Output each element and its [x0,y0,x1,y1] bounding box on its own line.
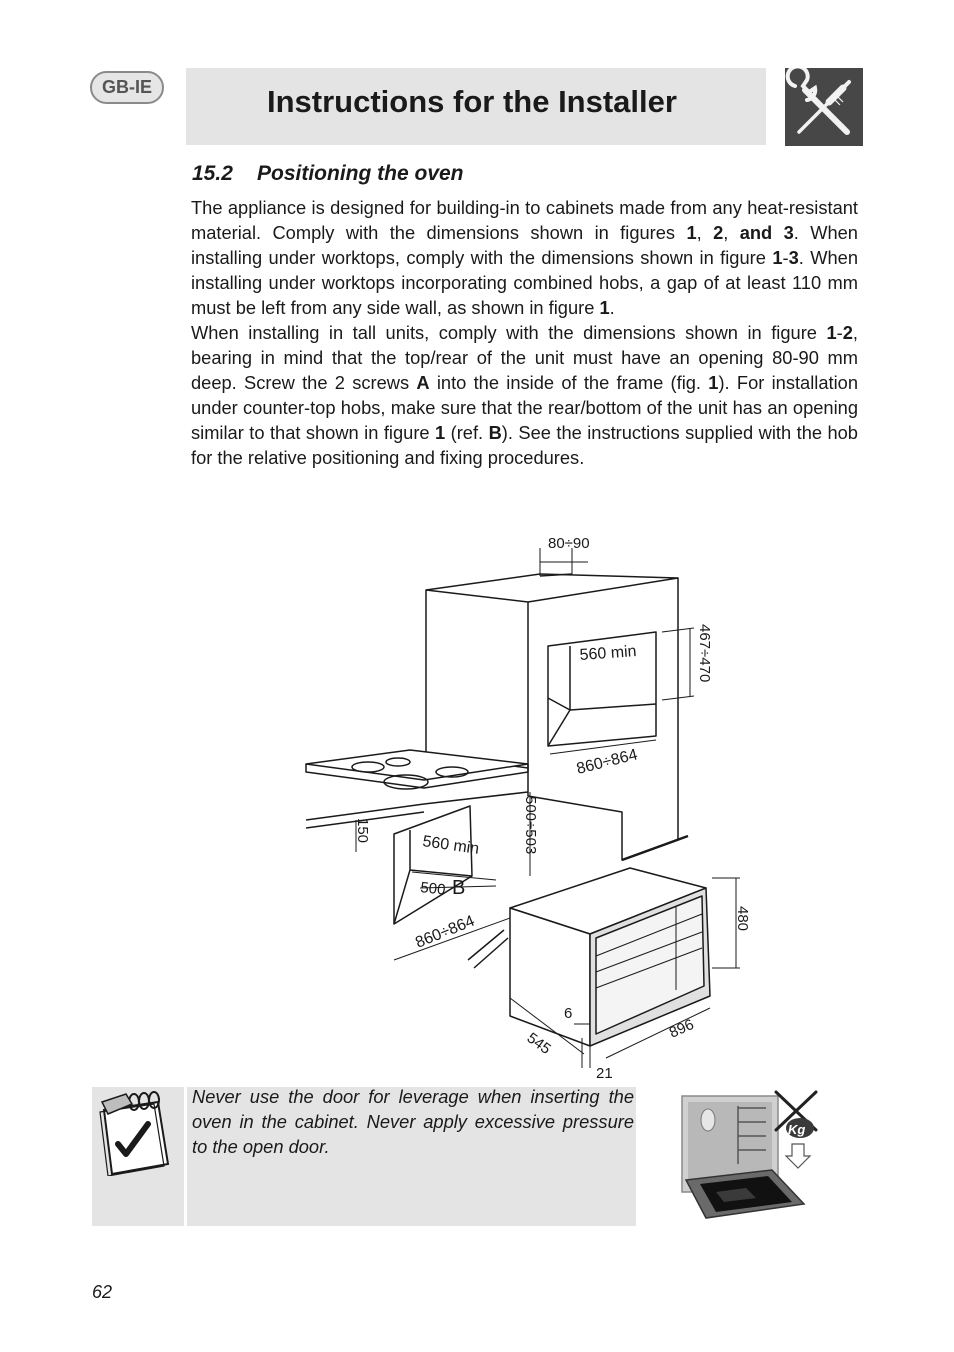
bold-reference: A [416,372,430,393]
text-run: (ref. [445,422,489,443]
dim-oven-offset: 21 [596,1065,613,1082]
ref-b-label: B [452,877,466,899]
bold-reference: and 3 [739,222,794,243]
bold-reference: B [488,422,502,443]
installation-diagram [300,528,760,1083]
bold-reference: 1 [708,372,719,393]
paragraph [191,320,858,470]
dim-oven-depth: 545 [523,1029,554,1058]
dim-upper-height: 467÷470 [696,624,713,683]
dim-lower-height: 500÷503 [522,796,539,855]
section-number: 15.2 [192,162,233,185]
dim-top-opening: 80÷90 [548,535,590,552]
text-run: , [723,222,740,243]
notepad-check-icon [96,1090,176,1176]
dim-oven-frame: 6 [564,1005,573,1022]
dim-upper-depth: 860÷864 [574,746,640,778]
kg-label: Kg [788,1122,806,1137]
oven-door-illustration [676,1088,824,1226]
text-run: - [836,322,843,343]
dim-oven-width: 896 [666,1015,697,1042]
bold-reference: 1 [435,422,446,443]
text-run: ). For installation under counter-top hobs, make sure that the rear/bottom of the unit has an opening similar to that shown in figure [191,372,858,443]
section-heading [192,162,464,186]
dim-oven-height: 480 [734,906,751,932]
text-run: , bearing in mind that the top/rear of the unit must have an opening 80-90 mm deep. Screw the 2 screws [191,322,858,393]
text-run: ). See the instructions supplied with the hob for the relative positioning and fixing procedures. [191,422,858,468]
tools-icon [785,68,863,146]
dim-lower-depth: 860÷864 [413,912,478,952]
warning-note: Never use the door for leverage when inserting the oven in the cabinet. Never apply excessive pressure to the open door. [192,1086,634,1157]
bold-reference: 1 [826,322,837,343]
dim-worktop-gap: 150 [354,818,371,844]
paragraph [191,195,858,320]
text-run: . [609,297,615,318]
text-run: The appliance is designed for building-in to cabinets made from any heat-resistant material. Comply with the dimensions shown in figures [191,197,858,243]
country-badge: GB-IE [90,71,164,104]
text-run: , [696,222,714,243]
dim-lower-min-width: 560 min [421,833,481,858]
text-run: . When installing under worktops, comply with the dimensions shown in figure [191,222,858,268]
bold-reference: 2 [842,322,853,343]
section-title: Positioning the oven [257,162,464,185]
bold-reference: 3 [788,247,799,268]
bold-reference: 1 [772,247,783,268]
text-run: . When installing under worktops incorporating combined hobs, a gap of at least 110 mm must be left from any side wall, as shown in figure [191,247,858,318]
bold-reference: 1 [599,297,610,318]
dim-upper-min-width: 560 min [579,643,638,664]
bold-reference: 2 [713,222,724,243]
page-title: Instructions for the Installer [267,84,677,119]
bold-reference: 1 [686,222,697,243]
text-run: When installing in tall units, comply with the dimensions shown in figure [191,322,827,343]
dim-lower-opening: 500 [419,879,447,899]
note-divider [184,1087,187,1226]
text-run: - [782,247,789,268]
body-text [191,195,858,470]
page-number: 62 [92,1282,113,1302]
text-run: into the inside of the frame (fig. [429,372,709,393]
